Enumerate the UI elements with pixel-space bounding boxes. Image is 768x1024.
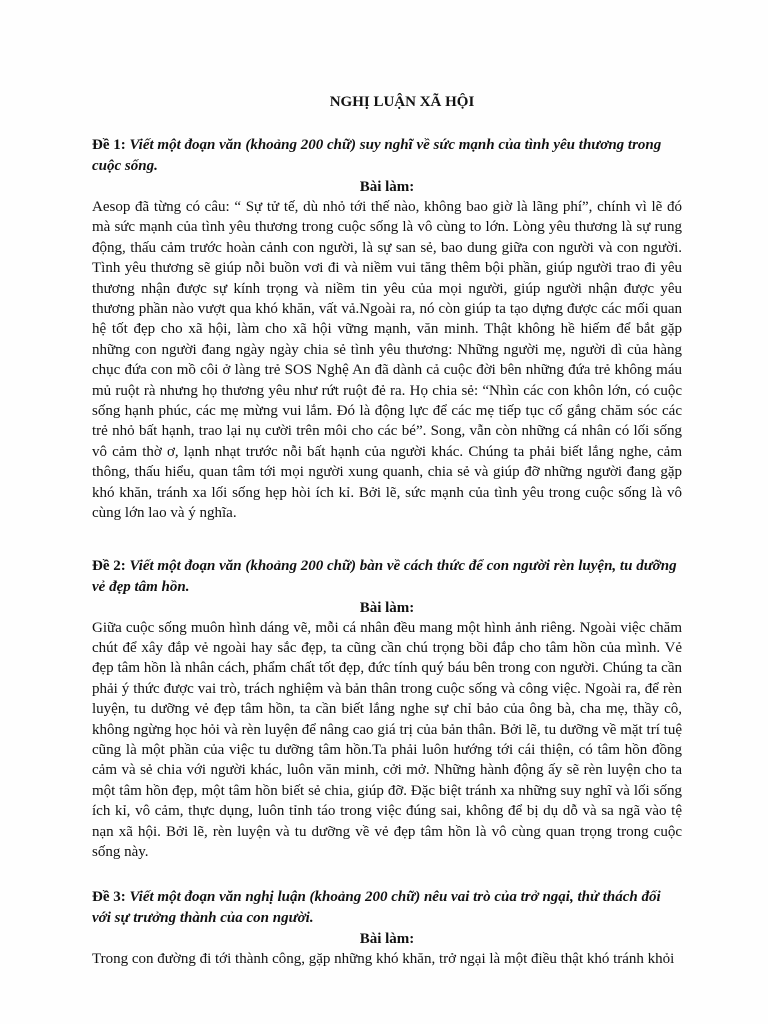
answer-heading-1: Bài làm: xyxy=(359,179,415,195)
question-section-2 xyxy=(92,556,682,863)
answer-body-2: Giữa cuộc sống muôn hình dáng vẽ, mỗi cá nhân đều mang một hình ảnh riêng. Ngoài việc chăm chút để xây đắp vẻ ngoài hay sắc đẹp, ta cũng cần chú trọng bồi đắp cho tâm hồn của mình. Vẻ đẹp tâm hồn là nhân cách, phẩm chất tốt đẹp, đức tính quý báu bên trong con người. Chúng ta cần phải ý thức được vai trò, trách nghiệm và bản thân trong cuộc sống và công việc. Ngoài ra, để rèn luyện, tu dưỡng vẻ đẹp tâm hồn, ta cần biết lắng nghe sự chỉ bảo của ông bà, cha mẹ, thầy cô, không ngừng học hỏi và rèn luyện để nâng cao giá trị của bản thân. Bởi lẽ, tu dưỡng về mặt trí tuệ cũng là một phần của việc tu dưỡng tâm hồn.Ta phải luôn hướng tới cái thiện, có tâm hồn đồng cảm và sẻ chia với người khác, luôn văn minh, cởi mở. Những hành động ấy sẽ rèn luyện cho ta một tâm hồn đẹp, một tâm hồn biết sẻ chia, giúp đỡ. Đặc biệt tránh xa những suy nghĩ và lối sống ích kỉ, vô cảm, thực dụng, luôn tỉnh táo trong việc đúng sai, không để bị dụ dỗ và sa ngã vào tệ nạn xã hội. Bởi lẽ, rèn luyện và tu dưỡng về vẻ đẹp tâm hồn là vô cùng quan trọng trong cuộc sống này. xyxy=(92,619,682,860)
answer-heading-2: Bài làm: xyxy=(359,599,415,616)
answer-body-1: Aesop đã từng có câu: “ Sự tử tế, dù nhỏ tới thế nào, không bao giờ là lãng phí”, chính vì lẽ đó mà sức mạnh của tình yêu thương trong cuộc sống là vô cùng to lớn. Lòng yêu thương là sự rung động, thấu cảm trước hoàn cảnh con người, là sự san sẻ, bao dung giữa con người và con người. Tình yêu thương sẽ giúp nỗi buồn vơi đi và niềm vui tăng thêm bội phần, giúp người trao đi yêu thương nhận được sự kính trọng và niềm tin yêu của mọi người, giúp người nhận được yêu thương phần nào vượt qua khó khăn, vất vả.Ngoài ra, nó còn giúp ta tạo dựng được các mối quan hệ tốt đẹp cho xã hội, làm cho xã hội vững mạnh, văn minh. Thật không hề hiếm để bắt gặp những con người đang ngày ngày chia sẻ tình yêu thương: Những người mẹ, người dì của hàng chục đứa con mồ côi ở làng trẻ SOS Nghệ An đã dành cả cuộc đời bên những đứa trẻ không máu mủ ruột rà nhưng họ thương yêu như rứt ruột đẻ ra. Họ chia sẻ: “Nhìn các con khôn lớn, có cuộc sống hạnh phúc, các mẹ mừng vui lắm. Đó là động lực để các mẹ tiếp tục cố gắng chăm sóc các trẻ nhỏ bất hạnh, trao lại nụ cười trên môi cho các bé”. Song, vẫn còn những cá nhân có lối sống vô cảm thờ ơ, lạnh nhạt trước nỗi bất hạnh của người khác. Chúng ta phải biết lắng nghe, cảm thông, thấu hiểu, quan tâm tới mọi người xung quanh, chia sẻ và giúp đỡ những người đang gặp khó khăn, tránh xa lối sống hẹp hòi ích kỉ. Bởi lẽ, sức mạnh của tình yêu trong cuộc sống là vô cùng lớn lao và ý nghĩa. xyxy=(92,199,682,522)
answer-body-3: Trong con đường đi tới thành công, gặp những khó khăn, trở ngại là một điều thật khó tránh khỏi xyxy=(92,951,675,968)
question-label-1: Đề 1: xyxy=(92,137,126,153)
question-label-2: Đề 2: xyxy=(92,557,126,574)
question-prompt-3 xyxy=(92,887,682,929)
question-task-1: Viết một đoạn văn (khoảng 200 chữ) suy nghĩ về sức mạnh của tình yêu thương trong cuộc sống. xyxy=(92,137,662,174)
question-task-3: Viết một đoạn văn nghị luận (khoảng 200 chữ) nêu vai trò của trở ngại, thử thách đối với sự trưởng thành của con người. xyxy=(92,889,661,927)
question-section-1 xyxy=(92,135,682,524)
question-task-2: Viết một đoạn văn (khoảng 200 chữ) bàn về cách thức để con người rèn luyện, tu dưỡng vẻ đẹp tâm hồn. xyxy=(92,557,677,595)
document-title: NGHỊ LUẬN XÃ HỘI xyxy=(329,94,475,110)
question-label-3: Đề 3: xyxy=(92,889,126,906)
question-prompt-1 xyxy=(92,135,682,177)
question-section-3 xyxy=(92,887,682,969)
answer-heading-3: Bài làm: xyxy=(359,931,415,948)
question-prompt-2 xyxy=(92,556,682,598)
